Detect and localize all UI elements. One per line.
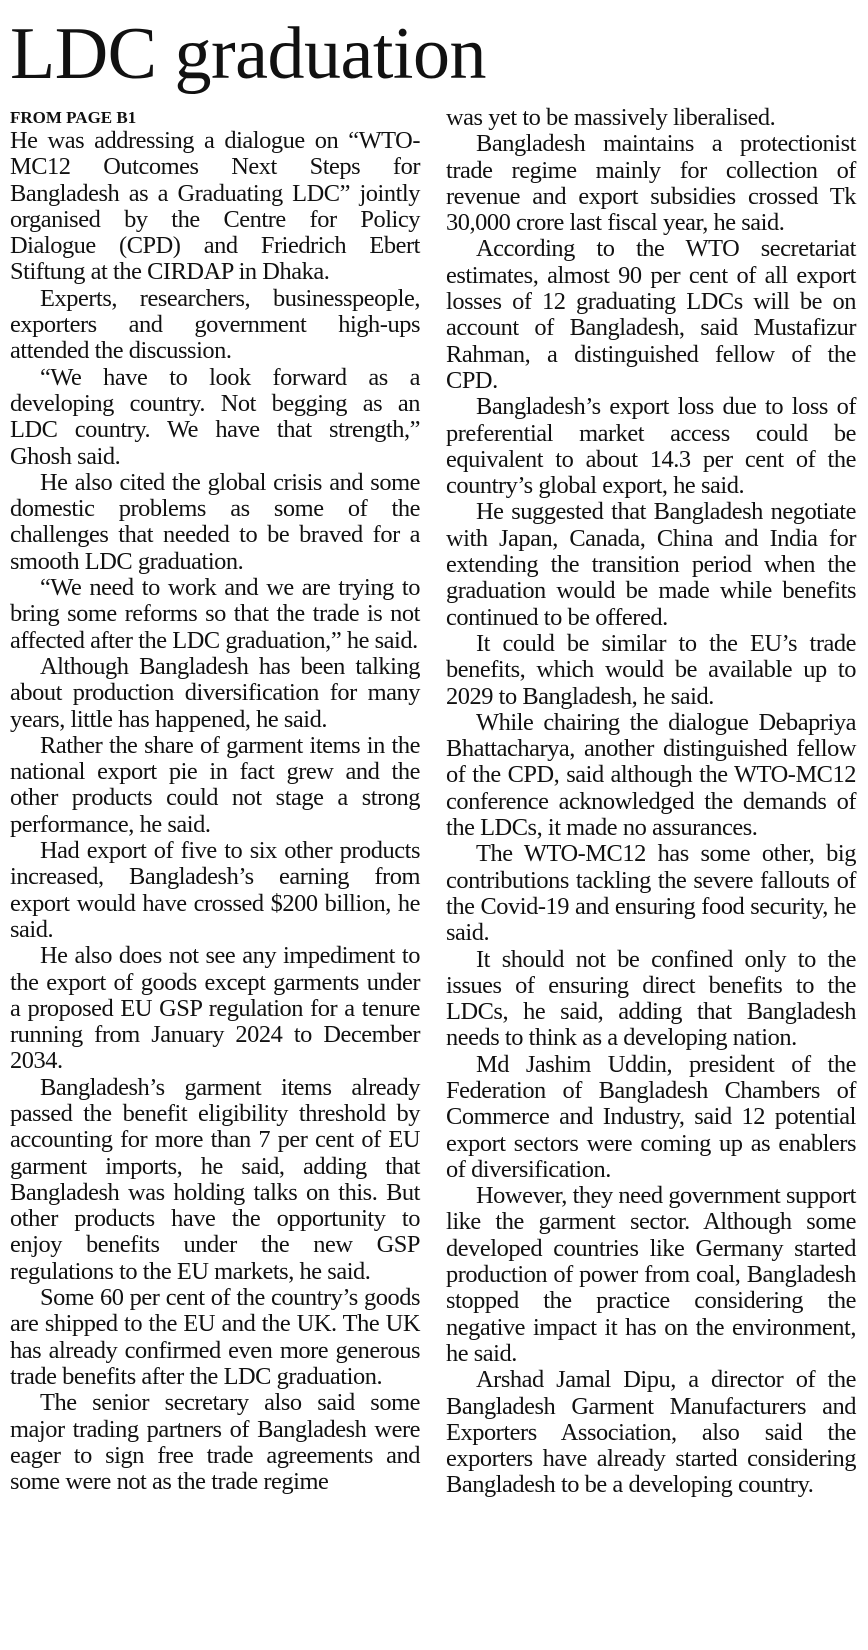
paragraph-continuation: was yet to be massively liberalised. xyxy=(446,104,776,131)
paragraph: Md Jashim Uddin, president of the Federation of Bangladesh Chambers of Commerce and Industry, said 12 potential export sectors were coming up as enablers of diversification. xyxy=(446,1050,856,1183)
paragraph: “We have to look forward as a developing country. Not begging as an LDC country. We have that strength,” Ghosh said. xyxy=(10,363,420,470)
paragraph: Some 60 per cent of the country’s goods are shipped to the EU and the UK. The UK has already confirmed even more generous trade benefits after the LDC graduation. xyxy=(10,1284,420,1390)
paragraph: Although Bangladesh has been talking about production diversification for many years, little has happened, he said. xyxy=(10,652,420,733)
paragraph: While chairing the dialogue Debapriya Bhattacharya, another distinguished fellow of the CPD, said although the WTO-MC12 conference acknowledged the demands of the LDCs, it made no assurances. xyxy=(446,708,856,842)
paragraph: The WTO-MC12 has some other, big contributions tackling the severe fallouts of the Covid-19 and ensuring food security, he said. xyxy=(446,840,856,947)
continuation-kicker: FROM PAGE B1 xyxy=(10,108,137,127)
paragraph: It could be similar to the EU’s trade benefits, which would be available up to 2029 to Bangladesh, he said. xyxy=(446,629,856,710)
paragraph: He also does not see any impediment to the export of goods except garments under a proposed EU GSP regulation for a tenure running from January 2024 to December 2034. xyxy=(10,942,420,1075)
paragraph: Experts, researchers, businesspeople, exporters and government high-ups attended the discussion. xyxy=(10,284,420,365)
paragraph: Bangladesh’s export loss due to loss of preferential market access could be equivalent to about 14.3 per cent of the country’s global export, he said. xyxy=(446,393,856,500)
article-column-right xyxy=(446,105,856,1499)
paragraph: The senior secretary also said some major trading partners of Bangladesh were eager to sign free trade agreements and some were not as the trade regime xyxy=(10,1389,420,1496)
paragraph: Bangladesh’s garment items already passed the benefit eligibility threshold by accounting for more than 7 per cent of EU garment imports, he said, adding that Bangladesh was holding talks on this. But other products have the opportunity to enjoy benefits under the new GSP regulations to the EU markets, he said. xyxy=(10,1073,420,1285)
article-column-left xyxy=(10,108,420,1495)
paragraph: Arshad Jamal Dipu, a director of the Bangladesh Garment Manufacturers and Exporters Association, also said the exporters have already started considering Bangladesh to be a developing country. xyxy=(446,1366,856,1499)
headline: LDC graduation xyxy=(10,13,486,95)
paragraph: Bangladesh maintains a protectionist trade regime mainly for collection of revenue and export subsidies crossed Tk 30,000 crore last fiscal year, he said. xyxy=(446,130,856,237)
paragraph: According to the WTO secretariat estimates, almost 90 per cent of all export losses of 12 graduating LDCs will be on account of Bangladesh, said Mustafizur Rahman, a distinguished fellow of the CPD. xyxy=(446,235,856,394)
paragraph: He was addressing a dialogue on “WTO-MC12 Outcomes Next Steps for Bangladesh as a Graduating LDC” jointly organised by the Centre for Policy Dialogue (CPD) and Friedrich Ebert Stiftung at the CIRDAP in Dhaka. xyxy=(10,127,420,286)
paragraph: Rather the share of garment items in the national export pie in fact grew and the other products could not stage a strong performance, he said. xyxy=(10,731,420,838)
paragraph: Had export of five to six other products increased, Bangladesh’s earning from export would have crossed $200 billion, he said. xyxy=(10,837,420,943)
paragraph: He suggested that Bangladesh negotiate with Japan, Canada, China and India for extending the transition period when the graduation would be made while benefits continued to be offered. xyxy=(446,498,856,631)
paragraph: He also cited the global crisis and some domestic problems as some of the challenges that needed to be braved for a smooth LDC graduation. xyxy=(10,468,420,575)
paragraph: However, they need government support like the garment sector. Although some developed countries like Germany started production of power from coal, Bangladesh stopped the practice considering the negative impact it has on the environment, he said. xyxy=(446,1182,856,1367)
paragraph: It should not be confined only to the issues of ensuring direct benefits to the LDCs, he said, adding that Bangladesh needs to think as a developing nation. xyxy=(446,945,856,1052)
paragraph: “We need to work and we are trying to bring some reforms so that the trade is not affected after the LDC graduation,” he said. xyxy=(10,574,420,654)
